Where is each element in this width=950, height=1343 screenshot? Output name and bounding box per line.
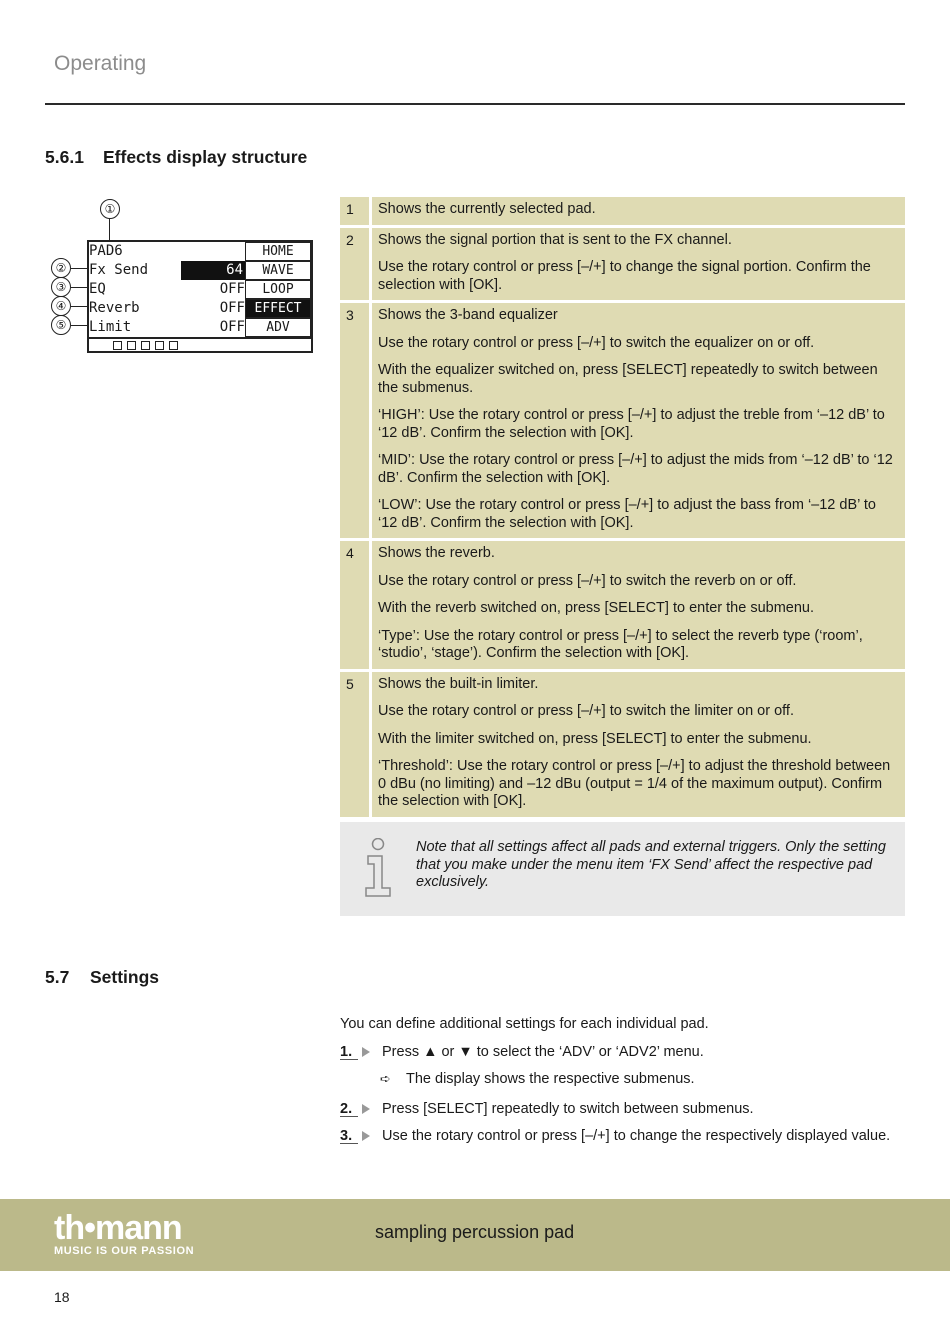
lcd-row-eq bbox=[89, 280, 311, 299]
table-row bbox=[340, 228, 905, 301]
step-arrow-icon bbox=[362, 1047, 370, 1057]
pad-square-icon bbox=[141, 341, 150, 350]
lcd-screen bbox=[87, 240, 313, 353]
table-row bbox=[340, 197, 905, 225]
row-paragraph: With the limiter switched on, press [SELECT] to enter the submenu. bbox=[378, 730, 812, 747]
row-paragraph: Use the rotary control or press [–/+] to switch the equalizer on or off. bbox=[378, 334, 815, 351]
section-561-heading bbox=[45, 147, 307, 168]
callout-3: ③ bbox=[51, 277, 71, 297]
row-paragraph: ‘Threshold’: Use the rotary control or press [–/+] to adjust the threshold between 0 dBu (no limiting) and –12 dBu (output = 1/4 of the maximum output). Confirm the selection with [OK]. bbox=[378, 758, 891, 809]
step-text: Use the rotary control or press [–/+] to change the respectively displayed value. bbox=[382, 1128, 891, 1144]
step-text: Press [SELECT] repeatedly to switch between submenus. bbox=[382, 1101, 754, 1117]
row-paragraph: Shows the 3-band equalizer bbox=[378, 307, 558, 323]
row-description bbox=[372, 672, 905, 817]
info-icon bbox=[362, 838, 394, 898]
row-paragraph: Use the rotary control or press [–/+] to switch the reverb on or off. bbox=[378, 572, 797, 589]
callout-5: ⑤ bbox=[51, 315, 71, 335]
row-paragraph: ‘MID’: Use the rotary control or press [–/+] to adjust the mids from ‘–12 dB’ to ‘12 dB’. Confirm the selection with [OK]. bbox=[378, 452, 893, 486]
lcd-pad-indicator-bar bbox=[89, 337, 311, 351]
row-paragraph: With the equalizer switched on, press [SELECT] repeatedly to switch between the submenus. bbox=[378, 362, 878, 396]
lcd-row-fx-send bbox=[89, 261, 311, 280]
row-number: 1 bbox=[340, 197, 369, 225]
logo-tagline: MUSIC IS OUR PASSION bbox=[54, 1245, 195, 1257]
lcd-row-reverb bbox=[89, 299, 311, 318]
lcd-illustration bbox=[40, 195, 330, 365]
row-paragraph: Use the rotary control or press [–/+] to switch the limiter on or off. bbox=[378, 703, 794, 719]
lcd-limit-label: Limit bbox=[89, 319, 132, 335]
table-row bbox=[340, 303, 905, 538]
callout-2: ② bbox=[51, 258, 71, 278]
step-text: Press ▲ or ▼ to select the ‘ADV’ or ‘ADV2’ menu. bbox=[382, 1044, 704, 1060]
section-57-title: Settings bbox=[90, 967, 160, 987]
header-title: Operating bbox=[54, 52, 147, 75]
lcd-eq-label: EQ bbox=[89, 281, 106, 297]
lcd-fx-send-value: 64 bbox=[181, 261, 245, 280]
result-text: The display shows the respective submenus. bbox=[406, 1071, 695, 1087]
row-number: 2 bbox=[340, 228, 369, 301]
lcd-limit-value: OFF bbox=[219, 319, 245, 335]
section-57-number: 5.7 bbox=[45, 967, 70, 987]
row-paragraph: ‘LOW’: Use the rotary control or press [–/+] to adjust the bass from ‘–12 dB’ to ‘12 dB’. Confirm the selection with [OK]. bbox=[378, 497, 876, 531]
header-rule bbox=[45, 103, 905, 105]
row-paragraph: Shows the built-in limiter. bbox=[378, 675, 539, 692]
row-paragraph: Shows the reverb. bbox=[378, 545, 495, 561]
row-number: 4 bbox=[340, 541, 369, 669]
effects-table bbox=[340, 197, 905, 820]
lcd-row-pad bbox=[89, 242, 311, 261]
lcd-reverb-label: Reverb bbox=[89, 300, 140, 316]
section-57-heading bbox=[45, 967, 159, 988]
row-paragraph: Shows the signal portion that is sent to the FX channel. bbox=[378, 231, 732, 248]
note-box bbox=[340, 822, 905, 916]
step-item bbox=[340, 1044, 704, 1060]
row-description bbox=[372, 228, 905, 301]
step-number: 1. bbox=[340, 1045, 358, 1060]
lcd-button-effect: EFFECT bbox=[245, 299, 311, 318]
row-description bbox=[372, 197, 905, 225]
lcd-row-limit bbox=[89, 318, 311, 337]
settings-intro: You can define additional settings for each individual pad. bbox=[340, 1016, 709, 1032]
row-description bbox=[372, 303, 905, 538]
step-number: 2. bbox=[340, 1102, 358, 1117]
step-arrow-icon bbox=[362, 1104, 370, 1114]
note-text: Note that all settings affect all pads and external triggers. Only the setting that you make under the menu item ‘FX Send’ affect the respective pad exclusively. bbox=[416, 839, 886, 890]
step-number: 3. bbox=[340, 1129, 358, 1144]
lcd-fx-send-label: Fx Send bbox=[89, 262, 149, 278]
pad-square-icon bbox=[113, 341, 122, 350]
lcd-button-adv: ADV bbox=[245, 318, 311, 337]
section-561-number: 5.6.1 bbox=[45, 147, 84, 167]
row-description bbox=[372, 541, 905, 669]
row-number: 5 bbox=[340, 672, 369, 817]
row-paragraph: With the reverb switched on, press [SELECT] to enter the submenu. bbox=[378, 600, 815, 616]
step-arrow-icon bbox=[362, 1131, 370, 1141]
callout-1: ① bbox=[100, 199, 120, 219]
lcd-button-loop: LOOP bbox=[245, 280, 311, 299]
lcd-button-wave: WAVE bbox=[245, 261, 311, 280]
pad-square-icon bbox=[169, 341, 178, 350]
result-arrow-icon: ➪ bbox=[380, 1071, 391, 1086]
table-row bbox=[340, 672, 905, 817]
callout-4: ④ bbox=[51, 296, 71, 316]
lcd-button-home: HOME bbox=[245, 242, 311, 261]
step-item bbox=[340, 1128, 890, 1144]
lcd-reverb-value: OFF bbox=[219, 300, 245, 316]
pad-square-icon bbox=[127, 341, 136, 350]
table-row bbox=[340, 541, 905, 669]
product-name: sampling percussion pad bbox=[375, 1222, 575, 1242]
step-item bbox=[340, 1101, 754, 1117]
row-number: 3 bbox=[340, 303, 369, 538]
footer-bar bbox=[0, 1199, 950, 1271]
row-paragraph: Use the rotary control or press [–/+] to change the signal portion. Confirm the selection with [OK]. bbox=[378, 259, 871, 293]
page-number: 18 bbox=[54, 1289, 70, 1305]
lcd-pad-label: PAD6 bbox=[89, 243, 123, 259]
thomann-logo: th•mann bbox=[54, 1209, 182, 1247]
lcd-eq-value: OFF bbox=[219, 281, 245, 297]
row-paragraph: ‘HIGH’: Use the rotary control or press [–/+] to adjust the treble from ‘–12 dB’ to ‘12 dB’. Confirm the selection with [OK]. bbox=[378, 407, 885, 441]
row-paragraph: Shows the currently selected pad. bbox=[378, 201, 596, 217]
pad-square-icon bbox=[155, 341, 164, 350]
step-result bbox=[380, 1071, 695, 1087]
section-561-title: Effects display structure bbox=[103, 147, 308, 167]
row-paragraph: ‘Type’: Use the rotary control or press [–/+] to select the reverb type (‘room’, ‘studio’, ‘stage’). Confirm the selection with [OK]. bbox=[378, 627, 863, 661]
